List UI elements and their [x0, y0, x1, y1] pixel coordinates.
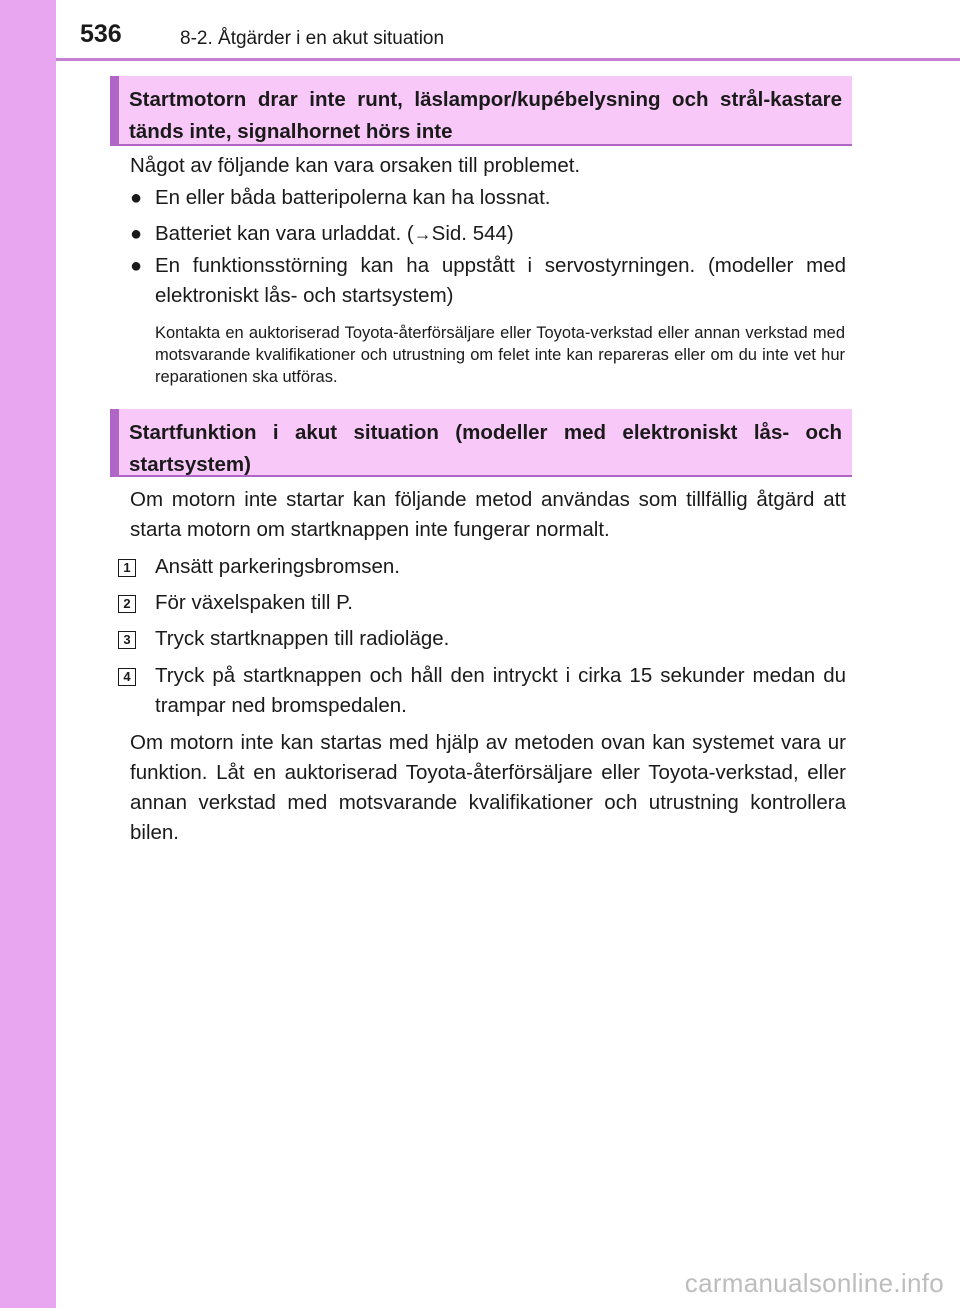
- section2-outro: Om motorn inte kan startas med hjälp av metoden ovan kan systemet vara ur funktion. Låt en auktoriserad Toyota-återförsäljare eller Toyota-verkstad, eller annan verkstad med motsvarande kvalifikationer och utrustning kontrollera bilen.: [130, 731, 846, 844]
- bullet-item: ● Batteriet kan vara urladdat. (→Sid. 544): [130, 222, 514, 245]
- section1-intro: Något av följande kan vara orsaken till problemet.: [130, 154, 581, 177]
- step-item: 2 För växelspaken till P.: [118, 588, 846, 618]
- bullet-item: ● En funktionsstörning kan ha uppstått i servostyrningen. (modeller med elektroniskt lås- och startsystem): [130, 254, 846, 307]
- step-number-badge: 2: [118, 595, 136, 613]
- step-item: 3 Tryck startknappen till radioläge.: [118, 624, 846, 654]
- step-number-badge: 3: [118, 631, 136, 649]
- bullet-dot-icon: ●: [130, 223, 143, 245]
- bullet-dot-icon: ●: [130, 187, 143, 209]
- bullet-item: ● En eller båda batteripolerna kan ha lossnat.: [130, 186, 551, 209]
- section-title: 8-2. Åtgärder i en akut situation: [180, 28, 445, 49]
- step-number-badge: 1: [118, 559, 136, 577]
- step-item: 4 Tryck på startknappen och håll den intryckt i cirka 15 sekunder medan du trampar ned bromspedalen.: [118, 661, 846, 721]
- step-number-badge: 4: [118, 668, 136, 686]
- watermark: carmanualsonline.info: [684, 1268, 944, 1298]
- heading-emergency-start: Startfunktion i akut situation (modeller med elektroniskt lås- och startsystem): [110, 409, 852, 477]
- chapter-side-tab: [0, 0, 56, 1308]
- page-reference-link[interactable]: Sid. 544): [431, 222, 514, 245]
- page-number: 536: [80, 20, 122, 48]
- page-ref-arrow-icon: →: [413, 224, 432, 244]
- heading-starter-not-cranking: Startmotorn drar inte runt, läslampor/kupébelysning och strål-kastare tänds inte, signalhornet hörs inte: [110, 76, 852, 146]
- section2-intro: Om motorn inte startar kan följande metod användas som tillfällig åtgärd att starta motorn om startknappen inte fungerar normalt.: [130, 488, 846, 541]
- header-divider: [56, 58, 960, 61]
- bullet-dot-icon: ●: [130, 255, 143, 277]
- step-item: 1 Ansätt parkeringsbromsen.: [118, 552, 846, 582]
- page-header: [56, 0, 960, 62]
- section1-note: Kontakta en auktoriserad Toyota-återförsäljare eller Toyota-verkstad eller annan verkstad med motsvarande kvalifikationer och utrustning om felet inte kan repareras eller om du inte vet hur reparationen ska utföras.: [155, 324, 845, 386]
